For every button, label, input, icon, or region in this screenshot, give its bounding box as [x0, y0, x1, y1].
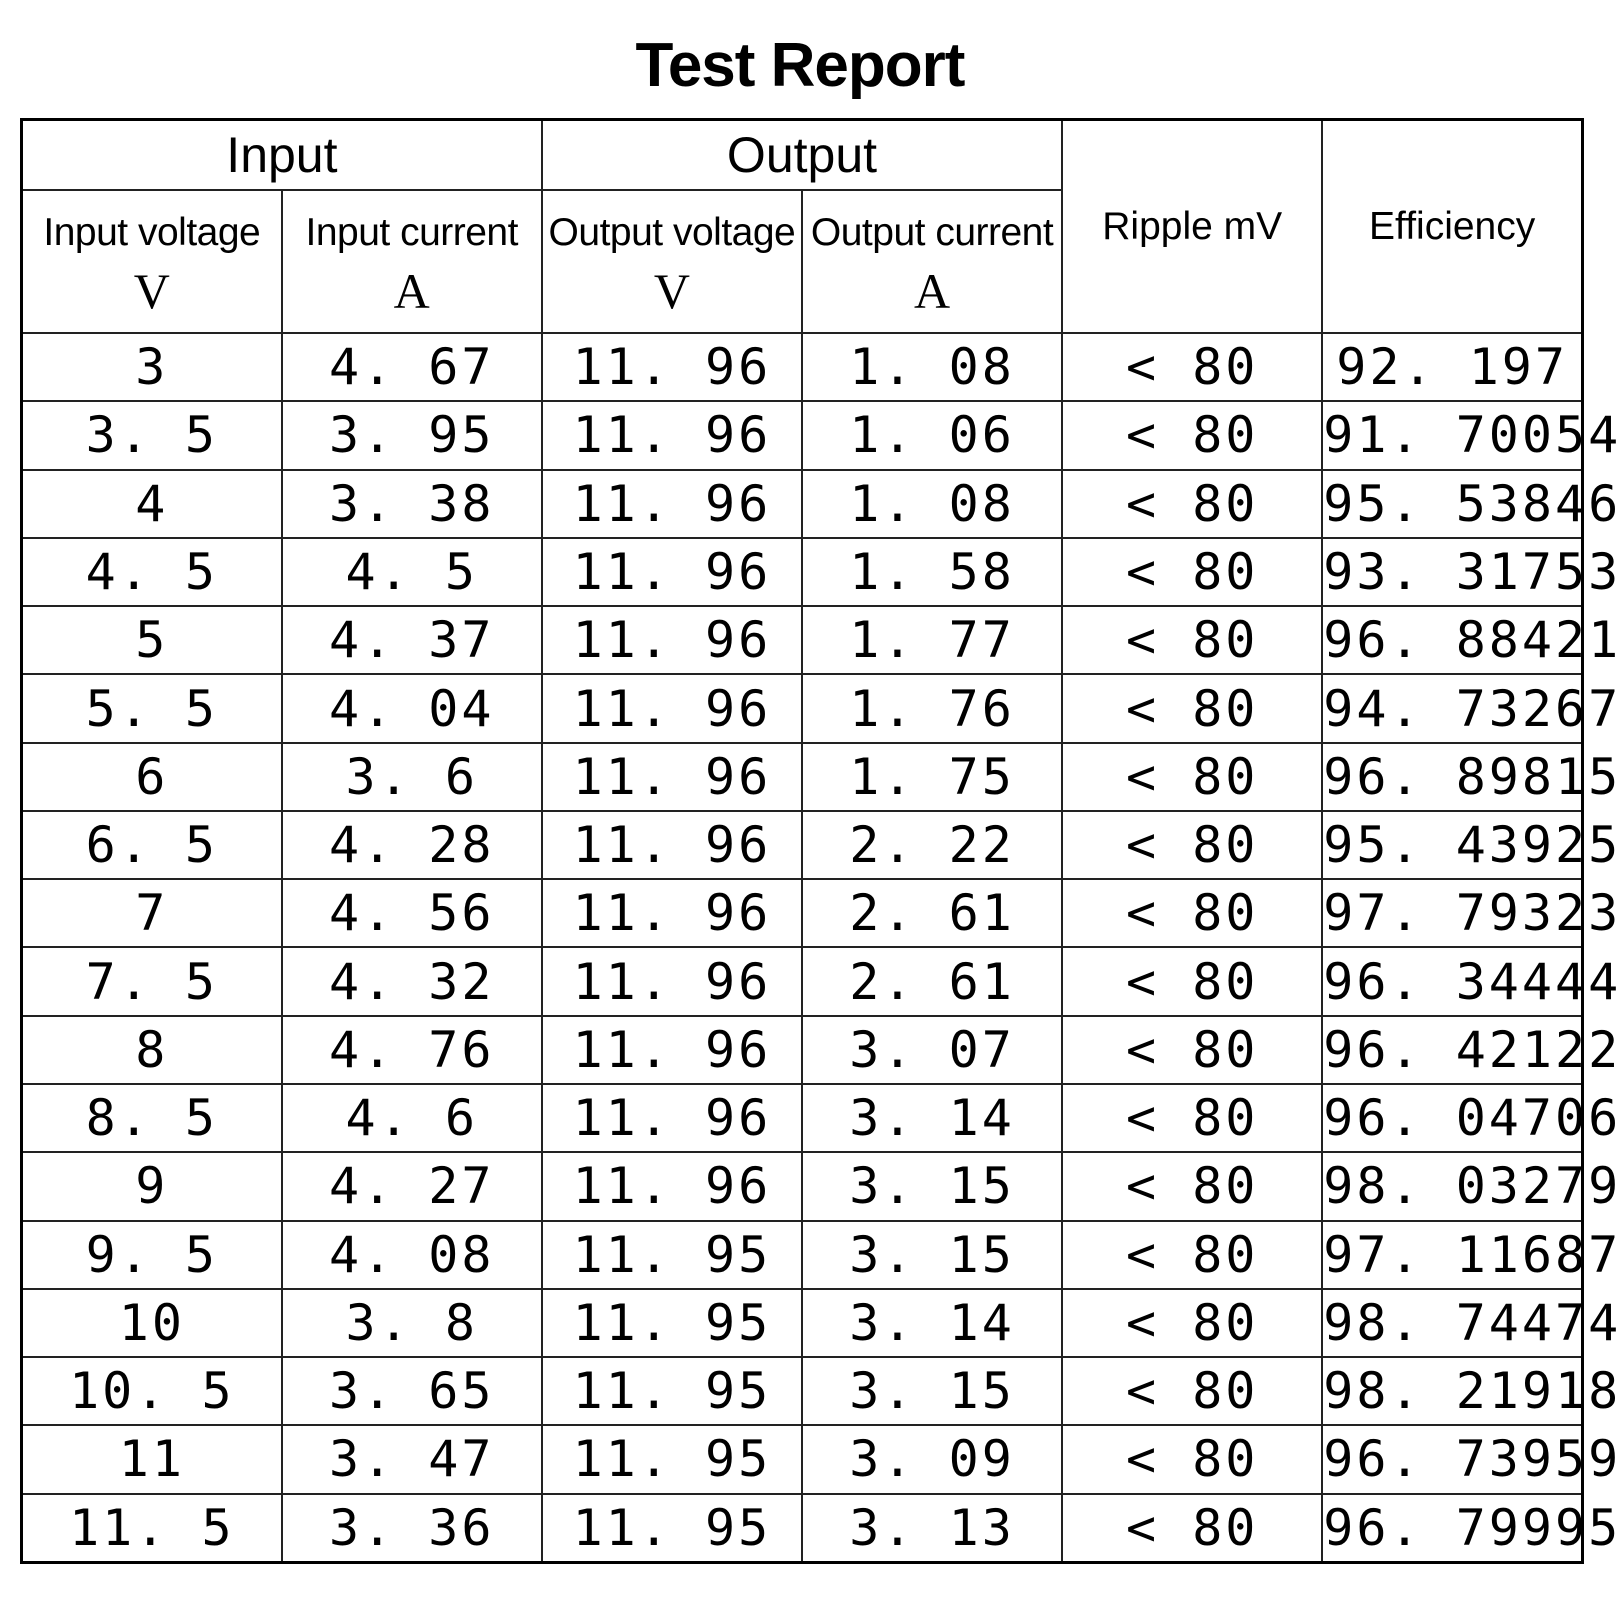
table-row: [22, 1084, 1583, 1152]
output-current-cell: 2. 61: [802, 879, 1062, 947]
output-group-header: Output: [542, 120, 1062, 191]
input-voltage-cell: 8: [22, 1016, 282, 1084]
input-current-cell: 4. 04: [282, 674, 542, 742]
output-current-cell: 3. 14: [802, 1289, 1062, 1357]
table-row: [22, 811, 1583, 879]
output-voltage-cell: 11. 96: [542, 1016, 802, 1084]
efficiency-cell: 96. 88421: [1322, 606, 1582, 674]
input-current-cell: 4. 08: [282, 1221, 542, 1289]
output-voltage-cell: 11. 96: [542, 333, 802, 401]
group-header-row: [22, 120, 1583, 191]
input-voltage-cell: 11. 5: [22, 1494, 282, 1563]
ripple-cell: < 80: [1062, 470, 1322, 538]
efficiency-cell: 96. 34444: [1322, 947, 1582, 1015]
output-current-cell: 3. 15: [802, 1357, 1062, 1425]
output-current-header: [802, 190, 1062, 333]
table-row: [22, 879, 1583, 947]
input-voltage-cell: 11: [22, 1425, 282, 1493]
output-voltage-header: [542, 190, 802, 333]
output-voltage-cell: 11. 96: [542, 743, 802, 811]
efficiency-cell: 98. 03279: [1322, 1152, 1582, 1220]
output-current-cell: 3. 15: [802, 1152, 1062, 1220]
input-current-label: Input current: [305, 210, 518, 254]
table-row: [22, 538, 1583, 606]
output-current-cell: 2. 22: [802, 811, 1062, 879]
input-voltage-cell: 7. 5: [22, 947, 282, 1015]
input-voltage-cell: 3: [22, 333, 282, 401]
table-row: [22, 947, 1583, 1015]
output-voltage-cell: 11. 96: [542, 470, 802, 538]
efficiency-cell: 96. 42122: [1322, 1016, 1582, 1084]
input-current-cell: 4. 67: [282, 333, 542, 401]
output-current-label: Output current: [810, 210, 1054, 254]
input-current-cell: 3. 95: [282, 401, 542, 469]
input-voltage-cell: 8. 5: [22, 1084, 282, 1152]
ripple-cell: < 80: [1062, 401, 1322, 469]
output-current-cell: 2. 61: [802, 947, 1062, 1015]
input-current-cell: 4. 37: [282, 606, 542, 674]
input-voltage-cell: 5. 5: [22, 674, 282, 742]
input-current-cell: 3. 8: [282, 1289, 542, 1357]
output-voltage-cell: 11. 96: [542, 879, 802, 947]
input-voltage-cell: 9: [22, 1152, 282, 1220]
output-current-unit: A: [914, 262, 951, 319]
output-voltage-cell: 11. 96: [542, 1084, 802, 1152]
ripple-cell: < 80: [1062, 1221, 1322, 1289]
efficiency-cell: 96. 79995: [1322, 1494, 1582, 1563]
output-voltage-cell: 11. 96: [542, 401, 802, 469]
table-row: [22, 1289, 1583, 1357]
table-row: [22, 1221, 1583, 1289]
input-voltage-cell: 10: [22, 1289, 282, 1357]
efficiency-cell: 93. 31753: [1322, 538, 1582, 606]
ripple-header: Ripple mV: [1062, 120, 1322, 334]
ripple-cell: < 80: [1062, 1289, 1322, 1357]
ripple-cell: < 80: [1062, 606, 1322, 674]
table-row: [22, 1152, 1583, 1220]
input-current-cell: 3. 36: [282, 1494, 542, 1563]
efficiency-cell: 97. 79323: [1322, 879, 1582, 947]
efficiency-cell: 95. 53846: [1322, 470, 1582, 538]
input-voltage-unit: V: [133, 262, 170, 319]
ripple-cell: < 80: [1062, 1152, 1322, 1220]
input-voltage-label: Input voltage: [43, 210, 261, 254]
output-current-cell: 1. 08: [802, 470, 1062, 538]
table-row: [22, 333, 1583, 401]
input-voltage-cell: 4: [22, 470, 282, 538]
table-row: [22, 606, 1583, 674]
table-row: [22, 743, 1583, 811]
output-voltage-cell: 11. 96: [542, 674, 802, 742]
efficiency-cell: 94. 73267: [1322, 674, 1582, 742]
input-current-cell: 3. 6: [282, 743, 542, 811]
efficiency-cell: 97. 11687: [1322, 1221, 1582, 1289]
ripple-cell: < 80: [1062, 333, 1322, 401]
input-voltage-cell: 5: [22, 606, 282, 674]
output-voltage-label: Output voltage: [548, 210, 796, 254]
input-current-cell: 4. 27: [282, 1152, 542, 1220]
ripple-cell: < 80: [1062, 1016, 1322, 1084]
output-voltage-cell: 11. 96: [542, 947, 802, 1015]
output-voltage-cell: 11. 95: [542, 1425, 802, 1493]
ripple-cell: < 80: [1062, 1357, 1322, 1425]
table-row: [22, 1357, 1583, 1425]
efficiency-cell: 98. 74474: [1322, 1289, 1582, 1357]
output-voltage-cell: 11. 95: [542, 1221, 802, 1289]
input-voltage-cell: 4. 5: [22, 538, 282, 606]
table-row: [22, 1425, 1583, 1493]
table-row: [22, 1494, 1583, 1563]
test-report-table: [20, 118, 1621, 1564]
efficiency-cell: 96. 89815: [1322, 743, 1582, 811]
output-current-cell: 1. 08: [802, 333, 1062, 401]
output-current-cell: 3. 09: [802, 1425, 1062, 1493]
input-current-cell: 3. 65: [282, 1357, 542, 1425]
input-voltage-cell: 7: [22, 879, 282, 947]
ripple-cell: < 80: [1062, 538, 1322, 606]
efficiency-cell: 96. 73959: [1322, 1425, 1582, 1493]
efficiency-header: Efficiency: [1322, 120, 1582, 334]
input-voltage-cell: 3. 5: [22, 401, 282, 469]
input-current-header: [282, 190, 542, 333]
output-voltage-cell: 11. 95: [542, 1494, 802, 1563]
output-current-cell: 3. 14: [802, 1084, 1062, 1152]
output-current-cell: 1. 75: [802, 743, 1062, 811]
input-current-cell: 4. 28: [282, 811, 542, 879]
output-voltage-cell: 11. 96: [542, 1152, 802, 1220]
input-current-cell: 4. 6: [282, 1084, 542, 1152]
input-voltage-cell: 9. 5: [22, 1221, 282, 1289]
ripple-cell: < 80: [1062, 947, 1322, 1015]
ripple-cell: < 80: [1062, 674, 1322, 742]
input-current-cell: 4. 32: [282, 947, 542, 1015]
input-current-unit: A: [393, 262, 430, 319]
ripple-cell: < 80: [1062, 1494, 1322, 1563]
output-voltage-cell: 11. 95: [542, 1357, 802, 1425]
ripple-cell: < 80: [1062, 1084, 1322, 1152]
output-current-cell: 3. 07: [802, 1016, 1062, 1084]
input-current-cell: 3. 38: [282, 470, 542, 538]
input-group-header: Input: [22, 120, 542, 191]
output-current-cell: 1. 06: [802, 401, 1062, 469]
output-current-cell: 1. 77: [802, 606, 1062, 674]
ripple-cell: < 80: [1062, 879, 1322, 947]
table-row: [22, 674, 1583, 742]
efficiency-cell: 91. 70054: [1322, 401, 1582, 469]
table-row: [22, 470, 1583, 538]
input-voltage-cell: 6. 5: [22, 811, 282, 879]
page-title: Test Report: [635, 31, 965, 100]
efficiency-cell: 95. 43925: [1322, 811, 1582, 879]
input-current-cell: 3. 47: [282, 1425, 542, 1493]
ripple-cell: < 80: [1062, 1425, 1322, 1493]
output-current-cell: 1. 58: [802, 538, 1062, 606]
input-current-cell: 4. 56: [282, 879, 542, 947]
efficiency-cell: 98. 21918: [1322, 1357, 1582, 1425]
input-voltage-header: [22, 190, 282, 333]
input-voltage-cell: 10. 5: [22, 1357, 282, 1425]
ripple-cell: < 80: [1062, 811, 1322, 879]
output-voltage-cell: 11. 96: [542, 811, 802, 879]
output-voltage-cell: 11. 96: [542, 606, 802, 674]
input-voltage-cell: 6: [22, 743, 282, 811]
table-row: [22, 1016, 1583, 1084]
efficiency-cell: 96. 04706: [1322, 1084, 1582, 1152]
output-voltage-unit: V: [653, 262, 690, 319]
input-current-cell: 4. 76: [282, 1016, 542, 1084]
input-current-cell: 4. 5: [282, 538, 542, 606]
table-row: [22, 401, 1583, 469]
ripple-cell: < 80: [1062, 743, 1322, 811]
output-voltage-cell: 11. 96: [542, 538, 802, 606]
efficiency-cell: 92. 197: [1322, 333, 1582, 401]
output-current-cell: 1. 76: [802, 674, 1062, 742]
output-voltage-cell: 11. 95: [542, 1289, 802, 1357]
output-current-cell: 3. 13: [802, 1494, 1062, 1563]
output-current-cell: 3. 15: [802, 1221, 1062, 1289]
